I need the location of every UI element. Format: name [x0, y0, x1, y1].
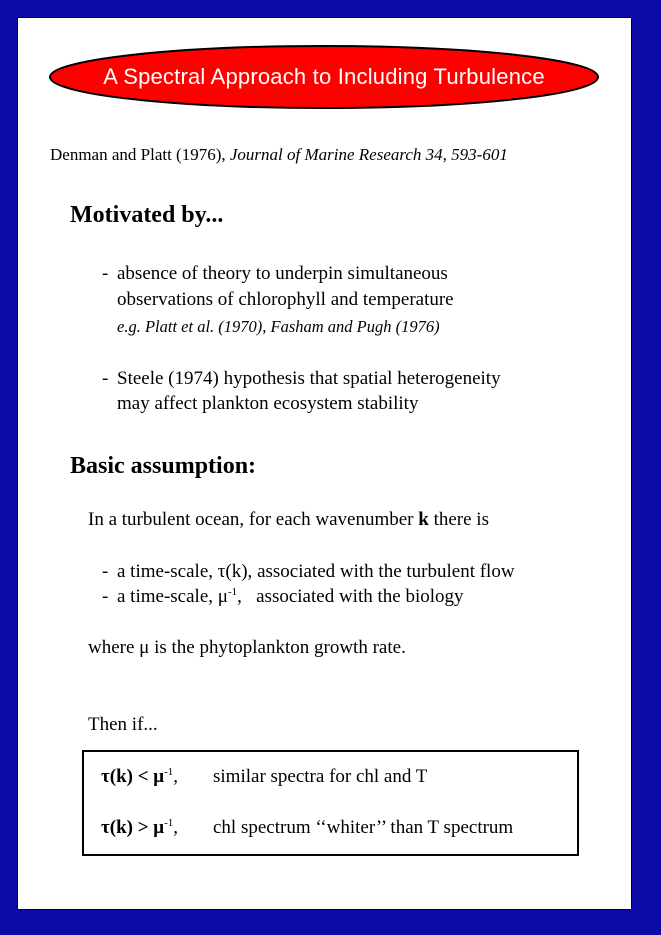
condition-row-2: [101, 817, 178, 839]
bullet1-example: e.g. Platt et al. (1970), Fasham and Pugh (1976): [117, 317, 440, 336]
motivated-heading: Motivated by...: [70, 202, 224, 228]
wavenumber-k: k: [418, 509, 429, 530]
bullet2-line2: may affect plankton ecosystem stability: [117, 393, 419, 414]
row1-result: similar spectra for chl and T: [213, 766, 428, 787]
item-dash: -: [102, 561, 109, 582]
where-post: is the phytoplankton growth rate.: [154, 637, 406, 658]
assumption-heading: Basic assumption:: [70, 453, 257, 479]
bullet1-line1: absence of theory to underpin simultaneous: [117, 263, 448, 284]
row2-comma: ,: [173, 817, 178, 838]
assumption-intro-end: there is: [433, 509, 489, 530]
row1-exponent: -1: [164, 766, 174, 778]
bullet2-line1: Steele (1974) hypothesis that spatial heterogeneity: [117, 368, 501, 389]
bullet-dash: -: [102, 263, 109, 284]
where-pre: where: [88, 637, 135, 658]
slide-title: A Spectral Approach to Including Turbulence: [103, 64, 545, 89]
row2-lhs: τ(k) > μ: [101, 817, 165, 838]
row1-lhs: τ(k) < μ: [101, 766, 165, 787]
title-banner: [48, 44, 600, 110]
row2-result: chl spectrum ‘‘whiter’’ than T spectrum: [213, 817, 514, 838]
growth-rate-note: [88, 637, 406, 659]
then-if: Then if...: [88, 714, 158, 735]
timescale-item-2: [117, 586, 464, 608]
bullet-dash: -: [102, 368, 109, 389]
bullet1-line2: observations of chlorophyll and temperature: [117, 289, 454, 310]
item2-post: , associated with the biology: [237, 586, 464, 607]
item1-post: associated with the turbulent flow: [257, 561, 515, 582]
item2-symbol: μ: [217, 586, 228, 607]
assumption-intro: [88, 509, 489, 531]
condition-row-1: [101, 766, 178, 788]
citation-journal: Journal of Marine Research 34, 593-601: [229, 145, 508, 164]
assumption-intro-text: In a turbulent ocean, for each wavenumber: [88, 509, 414, 530]
item-dash: -: [102, 586, 109, 607]
item1-symbol: τ(k),: [217, 561, 253, 582]
item2-pre: a time-scale,: [117, 586, 214, 607]
item1-pre: a time-scale,: [117, 561, 214, 582]
where-mu: μ: [139, 637, 150, 658]
timescale-item-1: [117, 561, 515, 583]
citation-authors: Denman and Platt (1976),: [50, 145, 226, 164]
citation: [50, 145, 508, 165]
row1-comma: ,: [173, 766, 178, 787]
item2-exponent: -1: [227, 586, 238, 598]
row2-exponent: -1: [164, 817, 174, 829]
